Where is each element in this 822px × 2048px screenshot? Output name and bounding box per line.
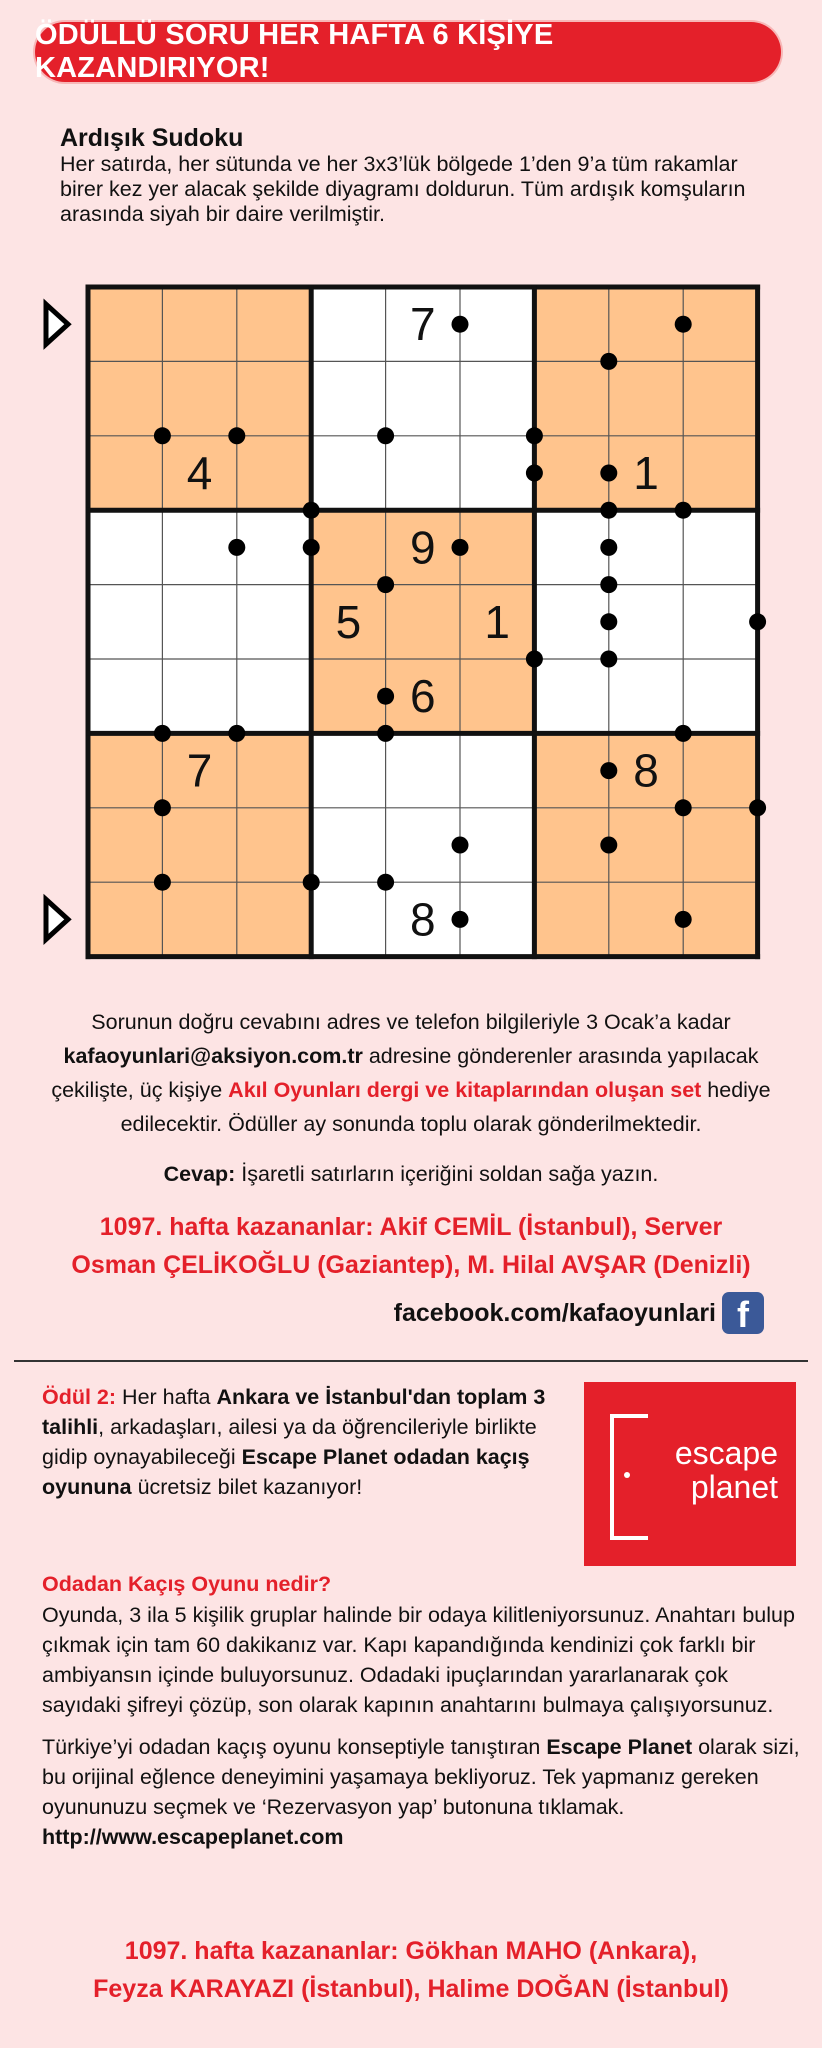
prize-2-text <box>42 1382 562 1502</box>
given-digit: 7 <box>186 744 213 797</box>
given-digit: 7 <box>410 298 436 351</box>
given-digit: 6 <box>410 670 436 723</box>
consecutive-dot <box>303 502 320 519</box>
consecutive-dot <box>600 502 617 519</box>
logo-text <box>656 1436 778 1504</box>
given-digit: 1 <box>633 447 659 499</box>
prize-text-3: hediye edilecektir. Ödüller ay sonunda toplu olarak gönderilmektedir. <box>120 1078 771 1136</box>
escape-room-heading: Odadan Kaçış Oyunu nedir? <box>42 1572 332 1596</box>
invite-t1: Türkiye’yi odadan kaçış oyunu konseptiyle tanıştıran <box>42 1735 547 1759</box>
section-divider <box>14 1360 808 1362</box>
consecutive-dot <box>600 576 617 593</box>
door-icon <box>610 1414 648 1540</box>
consecutive-dot <box>154 427 171 444</box>
consecutive-dot <box>749 799 766 816</box>
region-1-2 <box>534 510 757 733</box>
consecutive-dot <box>452 316 469 333</box>
prize-set: Akıl Oyunları dergi ve kitaplarından oluşan set <box>228 1078 702 1102</box>
answer-instructions <box>22 1162 800 1187</box>
prize-2-label: Ödül 2: <box>42 1385 117 1409</box>
logo-line-2: planet <box>690 1469 778 1505</box>
logo-line-1: escape <box>674 1435 778 1471</box>
facebook-link[interactable] <box>394 1292 764 1334</box>
consecutive-dot <box>377 874 394 891</box>
given-digit: 8 <box>410 893 436 946</box>
consecutive-dot <box>377 688 394 705</box>
consecutive-dot <box>749 613 766 630</box>
consecutive-dot <box>675 799 692 816</box>
consecutive-dot <box>452 837 469 854</box>
consecutive-dot <box>600 762 617 779</box>
winners-puzzle <box>22 1208 800 1284</box>
sudoku-grid <box>0 0 822 980</box>
consecutive-dot <box>600 837 617 854</box>
prize-2-t1: Her hafta <box>116 1385 217 1409</box>
contact-email[interactable]: kafaoyunlari@aksiyon.com.tr <box>63 1044 363 1068</box>
given-digit: 8 <box>633 744 659 797</box>
escape-room-description: Oyunda, 3 ila 5 kişilik gruplar halinde bir odaya kilitleniyorsunuz. Anahtarı bulup çıkmak için tam 60 dakikanız var. Kapı kapandığında kendinizi çok farklı bir ambiyansın içinde buluyorsunuz. Odadaki ipuçlarından yararlanarak çok sayıdaki şifreyi çözüp, son olarak kapının anahtarını bulmaya çalışıyorsunuz. <box>42 1603 795 1717</box>
answer-label: Cevap: <box>163 1162 236 1186</box>
consecutive-dot <box>154 725 171 742</box>
escape-planet-logo <box>584 1382 796 1566</box>
consecutive-dot <box>675 725 692 742</box>
consecutive-dot <box>675 316 692 333</box>
consecutive-dot <box>675 502 692 519</box>
consecutive-dot <box>600 465 617 482</box>
consecutive-dot <box>154 874 171 891</box>
consecutive-dot <box>228 539 245 556</box>
prize-text-2: adresine gönderenler arasında yapılacak çekilişte, üç kişiye <box>51 1044 759 1102</box>
prize-banner: ÖDÜLLÜ SORU HER HAFTA 6 KİŞİYE KAZANDIRIYOR! <box>35 22 781 82</box>
escape-planet-invite <box>42 1732 802 1852</box>
given-digit: 1 <box>484 595 510 648</box>
row-marker-arrow-icon <box>46 899 68 939</box>
consecutive-dot <box>303 874 320 891</box>
winners-escape <box>22 1932 800 2008</box>
prize-2-b1: Ankara ve İstanbul'dan toplam 3 talihli <box>42 1385 546 1439</box>
invite-t2: olarak sizi, bu orijinal eğlence deneyimini yaşamaya bekliyoruz. Tek yapmanız gereken oyununuzu seçmek ve ‘Rezervasyon yap’ butonuna tıklamak. <box>42 1735 800 1819</box>
consecutive-dot <box>600 651 617 668</box>
consecutive-dot <box>675 911 692 928</box>
consecutive-dot <box>303 539 320 556</box>
consecutive-dot <box>377 576 394 593</box>
prize-2-t3: ücretsiz bilet kazanıyor! <box>131 1475 363 1499</box>
invite-brand: Escape Planet <box>546 1735 693 1759</box>
consecutive-dot <box>228 427 245 444</box>
consecutive-dot <box>377 427 394 444</box>
consecutive-dot <box>526 465 543 482</box>
consecutive-dot <box>526 651 543 668</box>
consecutive-dot <box>600 353 617 370</box>
answer-text: İşaretli satırların içeriğini soldan sağa yazın. <box>235 1162 659 1186</box>
winners-escape-line-2: Feyza KARAYAZI (İstanbul), Halime DOĞAN (İstanbul) <box>93 1975 729 2003</box>
prize-description <box>22 1005 800 1141</box>
consecutive-dot <box>452 911 469 928</box>
region-1-0 <box>88 510 311 733</box>
winners-puzzle-line-1: 1097. hafta kazananlar: Akif CEMİL (İstanbul), Server <box>99 1213 723 1241</box>
consecutive-dot <box>600 613 617 630</box>
consecutive-dot <box>452 539 469 556</box>
winners-puzzle-line-2: Osman ÇELİKOĞLU (Gaziantep), M. Hilal AVŞAR (Denizli) <box>71 1251 751 1279</box>
puzzle-instructions: Her satırda, her sütunda ve her 3x3’lük bölgede 1’den 9’a tüm rakamlar birer kez yer alacak şekilde diyagramı doldurun. Tüm ardışık komşuların arasında siyah bir daire verilmiştir. <box>60 152 746 226</box>
winners-escape-line-1: 1097. hafta kazananlar: Gökhan MAHO (Ankara), <box>124 1937 698 1965</box>
given-digit: 5 <box>335 595 362 648</box>
prize-2-t2: , arkadaşları, ailesi ya da öğrencileriyle birlikte gidip oynayabileceği <box>42 1415 537 1469</box>
prize-text-1: Sorunun doğru cevabını adres ve telefon bilgileriyle 3 Ocak’a kadar <box>91 1010 731 1034</box>
facebook-icon[interactable]: f <box>722 1292 764 1334</box>
puzzle-title: Ardışık Sudoku <box>60 124 244 152</box>
prize-2-b2: Escape Planet odadan kaçış oyununa <box>42 1445 530 1499</box>
consecutive-dot <box>526 427 543 444</box>
consecutive-dot <box>154 799 171 816</box>
consecutive-dot <box>228 725 245 742</box>
escape-planet-url[interactable]: http://www.escapeplanet.com <box>42 1825 344 1849</box>
given-digit: 9 <box>410 521 436 574</box>
facebook-url[interactable]: facebook.com/kafaoyunlari <box>393 1298 716 1327</box>
given-digit: 4 <box>186 447 213 499</box>
consecutive-dot <box>600 539 617 556</box>
consecutive-dot <box>377 725 394 742</box>
row-marker-arrow-icon <box>46 304 68 344</box>
